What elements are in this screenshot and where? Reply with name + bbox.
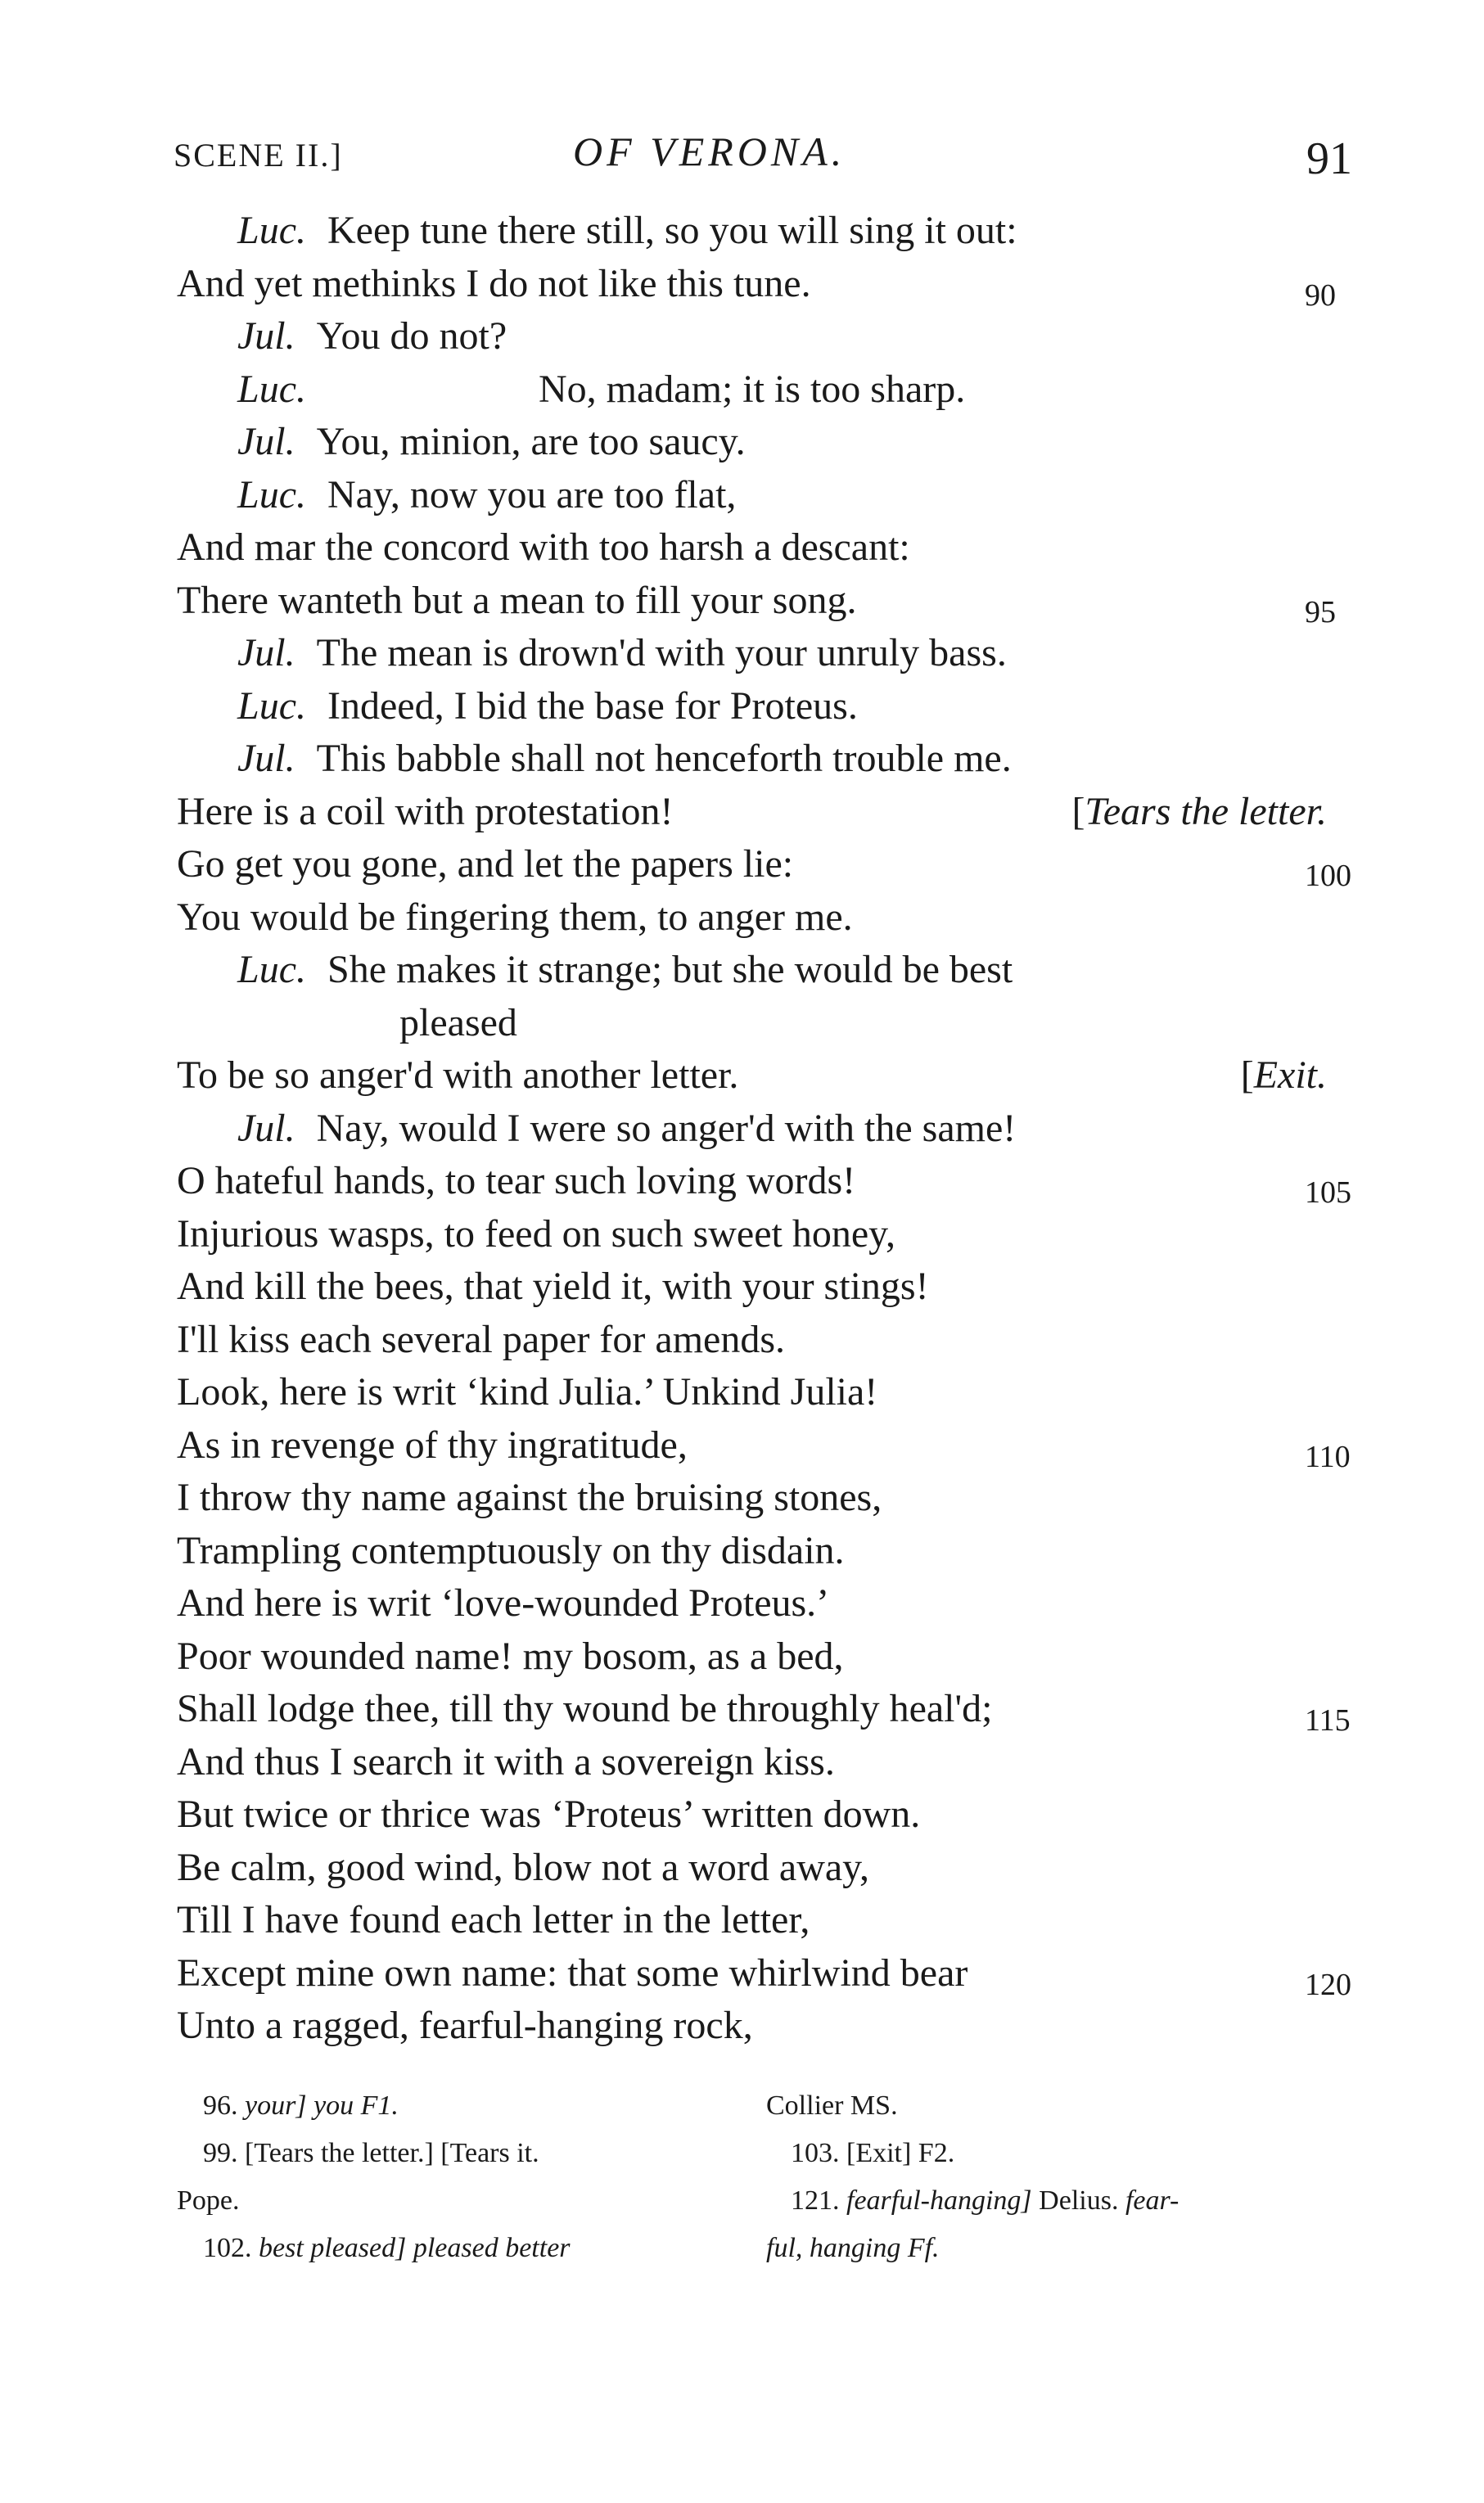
line-text: She makes it strange; but she would be best [327, 948, 1013, 991]
footnote-row [0, 2130, 1484, 2177]
verse-line [0, 1736, 1484, 1789]
verse-line [0, 1103, 1484, 1156]
line-text: I'll kiss each several paper for amends. [177, 1317, 786, 1361]
footnote-row [0, 2082, 1484, 2130]
verse-line [0, 1472, 1484, 1525]
verse-line [0, 575, 1484, 628]
verse-line [0, 997, 1484, 1050]
speaker: Jul. [237, 420, 295, 463]
verse-line [0, 1419, 1484, 1472]
speaker: Jul. [237, 631, 295, 674]
line-text: And yet methinks I do not like this tune. [177, 261, 811, 305]
stage-direction: [Tears the letter. [1071, 789, 1327, 833]
verse-line [0, 1788, 1484, 1842]
line-number: 105 [1305, 1175, 1351, 1210]
line-text: As in revenge of thy ingratitude, [177, 1423, 688, 1467]
line-number: 110 [1305, 1439, 1351, 1474]
running-title: OF VERONA. [573, 129, 846, 174]
line-text: Poor wounded name! my bosom, as a bed, [177, 1634, 844, 1678]
footnote-102: 102. best pleased] pleased better [203, 2233, 571, 2263]
footnote-row [0, 2225, 1484, 2272]
speaker: Luc. [237, 683, 306, 728]
verse-line [0, 1683, 1484, 1736]
verse-text [0, 205, 1484, 2053]
verse-line [0, 1366, 1484, 1419]
line-text: Except mine own name: that some whirlwind bear [177, 1951, 968, 1995]
verse-line [0, 1049, 1484, 1103]
line-text: And mar the concord with too harsh a descant: [177, 525, 910, 569]
verse-line [0, 838, 1484, 891]
line-number: 95 [1305, 594, 1336, 629]
footnote-99: 99. [Tears the letter.] [Tears it. [203, 2138, 539, 2168]
speaker: Luc. [237, 209, 306, 252]
line-text: O hateful hands, to tear such loving words! [177, 1159, 856, 1202]
line-text: Till I have found each letter in the letter, [177, 1898, 810, 1942]
line-text: And thus I search it with a sovereign kiss. [177, 1739, 835, 1784]
footnotes [0, 2082, 1484, 2272]
footnote-row [0, 2177, 1484, 2225]
line-text: Nay, would I were so anger'd with the same! [316, 1106, 1017, 1150]
line-text: And kill the bees, that yield it, with your stings! [177, 1265, 929, 1308]
footnote-121-tail: ful, hanging Ff. [766, 2233, 940, 2263]
line-text: I throw thy name against the bruising stones, [177, 1476, 882, 1519]
line-text: Here is a coil with protestation! [177, 789, 674, 833]
line-text: You, minion, are too saucy. [316, 420, 746, 463]
line-number: 90 [1305, 277, 1336, 313]
line-text: You do not? [316, 314, 507, 358]
verse-line [0, 1525, 1484, 1578]
line-text: Keep tune there still, so you will sing it out: [327, 209, 1017, 252]
line-text: Go get you gone, and let the papers lie: [177, 842, 794, 886]
verse-line [0, 521, 1484, 575]
line-text: Indeed, I bid the base for Proteus. [327, 683, 858, 728]
verse-line [0, 680, 1484, 733]
line-text: Injurious wasps, to feed on such sweet honey, [177, 1211, 896, 1256]
line-text: No, madam; it is too sharp. [539, 367, 966, 411]
line-number: 120 [1305, 1967, 1351, 2002]
verse-line [0, 1261, 1484, 1314]
footnote-96: 96. your] you F1. [203, 2090, 399, 2121]
line-text: pleased [399, 1000, 517, 1044]
running-header [0, 124, 1484, 190]
footnote-103: 103. [Exit] F2. [791, 2138, 955, 2168]
line-text: The mean is drown'd with your unruly bass. [316, 631, 1007, 674]
verse-line [0, 1947, 1484, 2000]
verse-line [0, 1155, 1484, 1208]
verse-line [0, 363, 1484, 417]
verse-line [0, 2000, 1484, 2053]
speaker: Jul. [237, 1106, 295, 1150]
footnote-121: 121. fearful-hanging] Delius. fear- [791, 2185, 1180, 2216]
stage-direction: [Exit. [1240, 1053, 1327, 1097]
verse-line [0, 1208, 1484, 1261]
verse-line [0, 1314, 1484, 1367]
verse-line [0, 469, 1484, 522]
scene-label: SCENE II.] [174, 137, 343, 174]
verse-line [0, 310, 1484, 363]
verse-line [0, 786, 1484, 839]
line-text: Nay, now you are too flat, [327, 472, 737, 516]
verse-line [0, 205, 1484, 258]
line-number: 100 [1305, 859, 1351, 893]
verse-line [0, 1577, 1484, 1630]
line-text: And here is writ ‘love-wounded Proteus.’ [177, 1581, 830, 1625]
line-number: 115 [1305, 1703, 1351, 1738]
line-text: Unto a ragged, fearful-hanging rock, [177, 2004, 753, 2047]
verse-line [0, 891, 1484, 945]
verse-line [0, 258, 1484, 311]
line-text: Trampling contemptuously on thy disdain. [177, 1528, 845, 1572]
verse-line [0, 1894, 1484, 1947]
footnote-99-tail: Pope. [177, 2185, 240, 2216]
line-text: You would be fingering them, to anger me. [177, 895, 853, 939]
verse-line [0, 627, 1484, 680]
verse-line [0, 733, 1484, 786]
verse-line [0, 944, 1484, 997]
line-text: Shall lodge thee, till thy wound be throughly heal'd; [177, 1687, 993, 1730]
line-text: There wanteth but a mean to fill your song. [177, 578, 857, 622]
line-text: Be calm, good wind, blow not a word away, [177, 1845, 870, 1889]
speaker: Jul. [237, 314, 295, 358]
verse-line [0, 416, 1484, 469]
line-text: Look, here is writ ‘kind Julia.’ Unkind Julia! [177, 1370, 878, 1414]
page-number: 91 [1306, 133, 1352, 184]
line-text: To be so anger'd with another letter. [177, 1053, 739, 1097]
speaker: Luc. [237, 472, 306, 516]
speaker: Jul. [237, 737, 295, 780]
verse-line [0, 1842, 1484, 1895]
verse-line [0, 1630, 1484, 1684]
line-text: This babble shall not henceforth trouble me. [316, 737, 1012, 780]
speaker: Luc. [237, 367, 306, 411]
footnote-102-tail: Collier MS. [766, 2090, 898, 2121]
speaker: Luc. [237, 948, 306, 991]
line-text: But twice or thrice was ‘Proteus’ written down. [177, 1793, 921, 1836]
